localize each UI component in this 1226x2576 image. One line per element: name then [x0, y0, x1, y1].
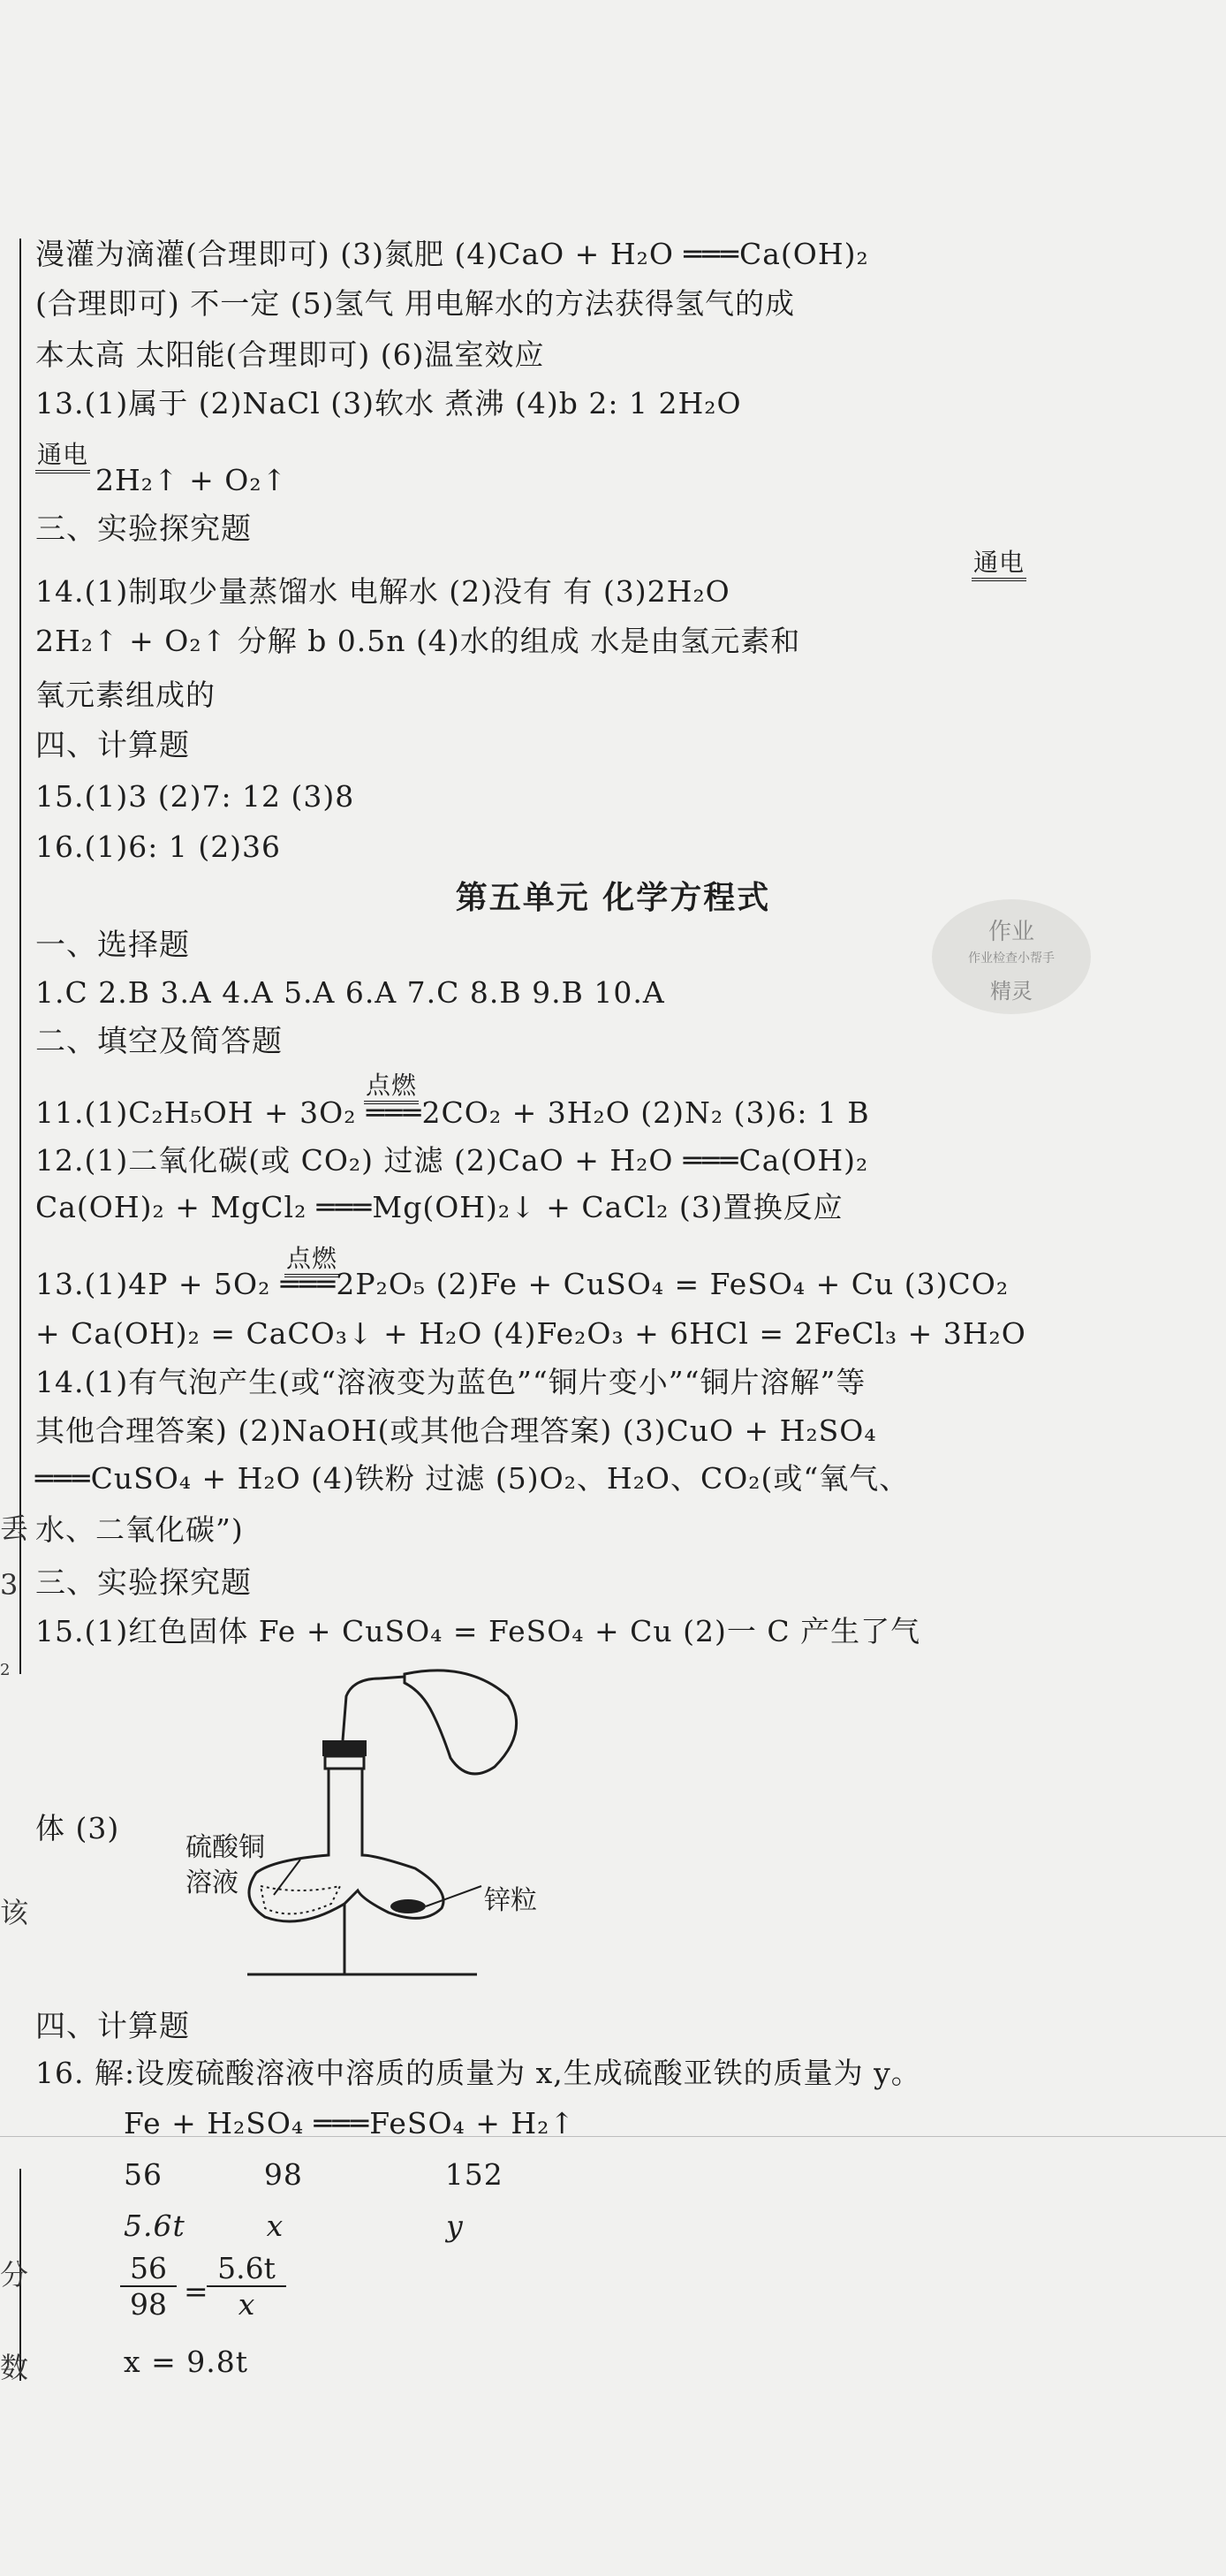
answer-line: 其他合理答案) (2)NaOH(或其他合理答案) (3)CuO + H₂SO₄ [35, 1413, 877, 1448]
answer-line: 14.(1)制取少量蒸馏水 电解水 (2)没有 有 (3)2H₂O [35, 574, 730, 609]
section-heading: 三、实验探究题 [35, 1565, 252, 1601]
section-heading: 三、实验探究题 [35, 511, 252, 547]
section-heading: 四、计算题 [35, 728, 190, 763]
answer-line: 15.(1)3 (2)7: 12 (3)8 [35, 779, 355, 814]
molar-mass-line: 56 98 152 [124, 2157, 503, 2192]
experiment-apparatus-diagram [177, 1643, 601, 1979]
answer-line: 13.(1)4P + 5O₂ ═══2P₂O₅ (2)Fe + CuSO₄ = FeSO₄ + Cu (3)CO₂ [35, 1267, 1010, 1301]
answer-line: 12.(1)二氧化碳(或 CO₂) 过滤 (2)CaO + H₂O ═══Ca(OH)₂ [35, 1143, 869, 1178]
answer-line: (合理即可) 不一定 (5)氢气 用电解水的方法获得氢气的成 [35, 286, 795, 321]
condition-tongdian: 通电 [35, 440, 90, 474]
equation-line: Fe + H₂SO₄ ═══FeSO₄ + H₂↑ [124, 2106, 576, 2140]
section-heading: 一、选择题 [35, 928, 190, 963]
answer-line: 15.(1)红色固体 Fe + CuSO₄ = FeSO₄ + Cu (2)一 C 产生了气 [35, 1614, 921, 1648]
unit-title: 第五单元 化学方程式 [455, 880, 771, 916]
label-zinc-granules: 锌粒 [484, 1885, 537, 1916]
answer-line: 14.(1)有气泡产生(或“溶液变为蓝色”“铜片变小”“铜片溶解”等 [35, 1365, 867, 1399]
margin-glyph: 分 [0, 2258, 29, 2292]
answer-line: 漫灌为滴灌(合理即可) (3)氮肥 (4)CaO + H₂O ═══Ca(OH)₂ [35, 237, 869, 271]
answer-line: 16. 解:设废硫酸溶液中溶质的质量为 x,生成硫酸亚铁的质量为 y。 [35, 2056, 921, 2090]
section-heading: 四、计算题 [35, 2009, 190, 2044]
stamp-logo: 作业 作业检查小帮手 精灵 [932, 899, 1091, 1014]
margin-rule-top [19, 239, 21, 1674]
fraction-right: $\frac{5.6t}{x}$ [207, 2251, 286, 2322]
margin-glyph: 3 [0, 1568, 19, 1602]
margin-glyph: 丢 [0, 1512, 29, 1545]
section-heading: 二、填空及简答题 [35, 1024, 283, 1059]
answer-line: 水、二氧化碳”) [35, 1512, 244, 1547]
margin-glyph: 该 [0, 1896, 29, 1929]
answer-line: 氧元素组成的 [35, 678, 216, 712]
answer-line: 1.C 2.B 3.A 4.A 5.A 6.A 7.C 8.B 9.B 10.A [35, 975, 665, 1010]
answer-line: 16.(1)6: 1 (2)36 [35, 830, 282, 864]
answer-line: 体 (3) [35, 1811, 120, 1845]
margin-glyph: 2 [0, 1661, 11, 1679]
answer-line: 2H₂↑ + O₂↑ [95, 463, 288, 497]
answer-line: + Ca(OH)₂ = CaCO₃↓ + H₂O (4)Fe₂O₃ + 6HCl = 2FeCl₃ + 3H₂O [35, 1316, 1026, 1351]
condition-tongdian: 通电 [972, 548, 1026, 581]
answer-line: 2H₂↑ + O₂↑ 分解 b 0.5n (4)水的组成 水是由氢元素和 [35, 624, 801, 658]
margin-glyph: 数 [0, 2351, 29, 2384]
equals-sign: = [184, 2274, 209, 2308]
condition-dianran: 点燃 [284, 1244, 339, 1277]
answer-line: 本太高 太阳能(合理即可) (6)温室效应 [35, 337, 545, 372]
result-line: x = 9.8t [124, 2345, 248, 2379]
given-mass-line: 5.6t x y [124, 2209, 464, 2243]
answer-line: 13.(1)属于 (2)NaCl (3)软水 煮沸 (4)b 2: 1 2H₂O [35, 386, 742, 420]
label-copper-sulfate-solution: 硫酸铜 溶液 [185, 1832, 265, 1898]
fraction-left: $\frac{56}{98}$ [120, 2251, 177, 2322]
answer-line: ═══CuSO₄ + H₂O (4)铁粉 过滤 (5)O₂、H₂O、CO₂(或“氧气、 [35, 1461, 910, 1496]
answer-line: Ca(OH)₂ + MgCl₂ ═══Mg(OH)₂↓ + CaCl₂ (3)置换反应 [35, 1190, 844, 1224]
condition-dianran: 点燃 [364, 1071, 419, 1104]
answer-line: 11.(1)C₂H₅OH + 3O₂ ═══2CO₂ + 3H₂O (2)N₂ (3)6: 1 B [35, 1095, 870, 1130]
